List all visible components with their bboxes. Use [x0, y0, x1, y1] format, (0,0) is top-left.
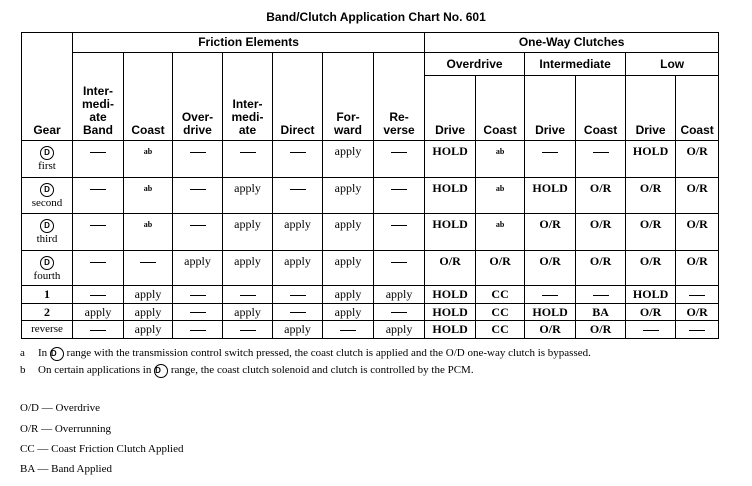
- footnote-ref: ab: [143, 220, 153, 229]
- gear-name: 2: [44, 304, 50, 319]
- dash: [190, 225, 206, 226]
- cell: apply: [124, 286, 173, 304]
- cell: apply: [273, 251, 323, 286]
- cell: O/R: [676, 304, 719, 321]
- gear-name: second: [31, 197, 63, 209]
- cell: [626, 321, 676, 339]
- table-row: [22, 251, 719, 286]
- header-forward: For- ward: [323, 53, 374, 141]
- header-coast: Coast: [124, 53, 173, 141]
- header-friction-elements: Friction Elements: [73, 33, 425, 53]
- gear-cell: [22, 178, 73, 214]
- dash: [190, 312, 206, 313]
- cell: HOLD: [525, 178, 576, 214]
- cell: HOLD: [425, 141, 476, 178]
- cell: apply: [223, 304, 273, 321]
- dash: [240, 295, 256, 296]
- cell: apply: [323, 141, 374, 178]
- dash: [290, 312, 306, 313]
- footnote-ref: ab: [495, 184, 505, 193]
- cell: apply: [323, 304, 374, 321]
- footnotes: [20, 347, 720, 381]
- dash: [391, 152, 407, 153]
- chart-title: Band/Clutch Application Chart No. 601: [266, 10, 486, 24]
- cell: [374, 214, 425, 251]
- dash: [90, 189, 106, 190]
- gear-name: first: [38, 160, 56, 172]
- overdrive-range-icon: D: [40, 219, 54, 233]
- cell: [273, 286, 323, 304]
- cell: [73, 321, 124, 339]
- dash: [90, 295, 106, 296]
- cell: CC: [476, 286, 525, 304]
- cell: O/R: [576, 214, 626, 251]
- legend-cc: CC — Coast Friction Clutch Applied: [20, 443, 184, 455]
- gear-cell: [22, 304, 73, 321]
- cell: [525, 141, 576, 178]
- cell: [273, 141, 323, 178]
- cell: apply: [173, 251, 223, 286]
- cell: O/R: [425, 251, 476, 286]
- cell: [73, 214, 124, 251]
- cell: apply: [273, 214, 323, 251]
- table-row: [22, 304, 719, 321]
- cell: [676, 321, 719, 339]
- gear-cell: [22, 286, 73, 304]
- cell: O/R: [525, 321, 576, 339]
- overdrive-range-icon: D: [50, 347, 64, 361]
- dash: [90, 225, 106, 226]
- gear-cell: [22, 321, 73, 339]
- cell: [374, 304, 425, 321]
- cell: O/R: [626, 304, 676, 321]
- cell: apply: [273, 321, 323, 339]
- cell: [173, 214, 223, 251]
- gear-name: fourth: [33, 270, 61, 282]
- header-gear: Gear: [22, 33, 73, 141]
- cell: [73, 251, 124, 286]
- dash: [290, 189, 306, 190]
- cell: BA: [576, 304, 626, 321]
- header-intermediate-band: Inter- medi- ate Band: [73, 53, 124, 141]
- dash: [689, 330, 705, 331]
- cell: [73, 286, 124, 304]
- header-reverse: Re- verse: [374, 53, 425, 141]
- cell: [323, 321, 374, 339]
- cell: HOLD: [626, 286, 676, 304]
- dash: [542, 152, 558, 153]
- cell: [476, 178, 525, 214]
- gear-cell: [22, 251, 73, 286]
- header-oneway-coast: Coast: [576, 76, 626, 141]
- footnote-ref: ab: [143, 147, 153, 156]
- dash: [190, 152, 206, 153]
- footnote-ref: ab: [495, 220, 505, 229]
- cell: apply: [374, 286, 425, 304]
- cell: [223, 321, 273, 339]
- cell: [576, 141, 626, 178]
- table-row: [22, 141, 719, 178]
- cell: apply: [124, 304, 173, 321]
- cell: apply: [374, 321, 425, 339]
- cell: O/R: [576, 321, 626, 339]
- dash: [689, 295, 705, 296]
- table-row: [22, 286, 719, 304]
- cell: HOLD: [626, 141, 676, 178]
- overdrive-range-icon: D: [40, 146, 54, 160]
- cell: O/R: [476, 251, 525, 286]
- header-intermediate-group: Intermediate: [525, 53, 626, 76]
- footnote-ref: ab: [495, 147, 505, 156]
- cell: HOLD: [525, 304, 576, 321]
- dash: [190, 295, 206, 296]
- dash: [240, 152, 256, 153]
- cell: [73, 141, 124, 178]
- dash: [90, 152, 106, 153]
- dash: [240, 330, 256, 331]
- cell: [273, 304, 323, 321]
- cell: O/R: [576, 251, 626, 286]
- legend-or: O/R — Overrunning: [20, 423, 112, 435]
- cell: apply: [323, 178, 374, 214]
- cell: [173, 141, 223, 178]
- dash: [542, 295, 558, 296]
- cell: apply: [323, 286, 374, 304]
- cell: HOLD: [425, 321, 476, 339]
- cell: [124, 251, 173, 286]
- dash: [190, 189, 206, 190]
- dash: [391, 262, 407, 263]
- dash: [190, 330, 206, 331]
- cell: O/R: [525, 214, 576, 251]
- overdrive-range-icon: D: [40, 183, 54, 197]
- cell: O/R: [676, 214, 719, 251]
- cell: [273, 178, 323, 214]
- dash: [391, 312, 407, 313]
- cell: [173, 304, 223, 321]
- cell: apply: [124, 321, 173, 339]
- dash: [391, 225, 407, 226]
- cell: [374, 141, 425, 178]
- cell: HOLD: [425, 304, 476, 321]
- header-overdrive-group: Overdrive: [425, 53, 525, 76]
- header-one-way-clutches: One-Way Clutches: [425, 33, 719, 53]
- cell: CC: [476, 304, 525, 321]
- gear-name: reverse: [31, 323, 63, 335]
- cell: [173, 178, 223, 214]
- legend-ba: BA — Band Applied: [20, 463, 112, 475]
- dash: [290, 295, 306, 296]
- cell: [525, 286, 576, 304]
- cell: [223, 286, 273, 304]
- cell: [374, 178, 425, 214]
- cell: apply: [223, 251, 273, 286]
- cell: [173, 286, 223, 304]
- cell: CC: [476, 321, 525, 339]
- cell: O/R: [626, 178, 676, 214]
- cell: [124, 214, 173, 251]
- gear-name: third: [36, 233, 58, 245]
- dash: [90, 330, 106, 331]
- header-oneway-drive: Drive: [425, 76, 476, 141]
- dash: [593, 152, 609, 153]
- cell: O/R: [626, 251, 676, 286]
- dash: [391, 189, 407, 190]
- table-row: [22, 321, 719, 339]
- header-oneway-coast: Coast: [476, 76, 525, 141]
- cell: apply: [323, 214, 374, 251]
- cell: O/R: [626, 214, 676, 251]
- header-direct: Direct: [273, 53, 323, 141]
- cell: HOLD: [425, 286, 476, 304]
- cell: [173, 321, 223, 339]
- table-row: [22, 214, 719, 251]
- cell: apply: [73, 304, 124, 321]
- table-row: [22, 178, 719, 214]
- cell: HOLD: [425, 178, 476, 214]
- cell: O/R: [676, 141, 719, 178]
- cell: [476, 141, 525, 178]
- overdrive-range-icon: D: [154, 364, 168, 378]
- cell: O/R: [576, 178, 626, 214]
- cell: [124, 178, 173, 214]
- cell: O/R: [676, 178, 719, 214]
- cell: O/R: [525, 251, 576, 286]
- dash: [593, 295, 609, 296]
- cell: O/R: [676, 251, 719, 286]
- cell: [124, 141, 173, 178]
- footnote-a: a In D range with the transmission control switch pressed, the coast clutch is applied and the O/D one-way clutch is bypassed.: [20, 347, 591, 359]
- cell: [223, 141, 273, 178]
- gear-cell: [22, 141, 73, 178]
- dash: [140, 262, 156, 263]
- cell: [476, 214, 525, 251]
- dash: [90, 262, 106, 263]
- cell: apply: [323, 251, 374, 286]
- overdrive-range-icon: D: [40, 256, 54, 270]
- dash: [340, 330, 356, 331]
- cell: apply: [223, 178, 273, 214]
- gear-cell: [22, 214, 73, 251]
- footnote-b: b On certain applications in D range, the coast clutch solenoid and clutch is controlled by the PCM.: [20, 364, 474, 376]
- cell: [73, 178, 124, 214]
- cell: [576, 286, 626, 304]
- header-intermediate: Inter- medi- ate: [223, 53, 273, 141]
- header-overdrive: Over- drive: [173, 53, 223, 141]
- band-clutch-table: [21, 32, 719, 339]
- cell: apply: [223, 214, 273, 251]
- gear-name: 1: [44, 287, 50, 301]
- dash: [643, 330, 659, 331]
- cell: [676, 286, 719, 304]
- dash: [290, 152, 306, 153]
- header-oneway-drive: Drive: [626, 76, 676, 141]
- footnote-ref: ab: [143, 184, 153, 193]
- cell: [374, 251, 425, 286]
- header-oneway-drive: Drive: [525, 76, 576, 141]
- header-low-group: Low: [626, 53, 719, 76]
- header-oneway-coast: Coast: [676, 76, 719, 141]
- cell: HOLD: [425, 214, 476, 251]
- legend-od: O/D — Overdrive: [20, 402, 101, 414]
